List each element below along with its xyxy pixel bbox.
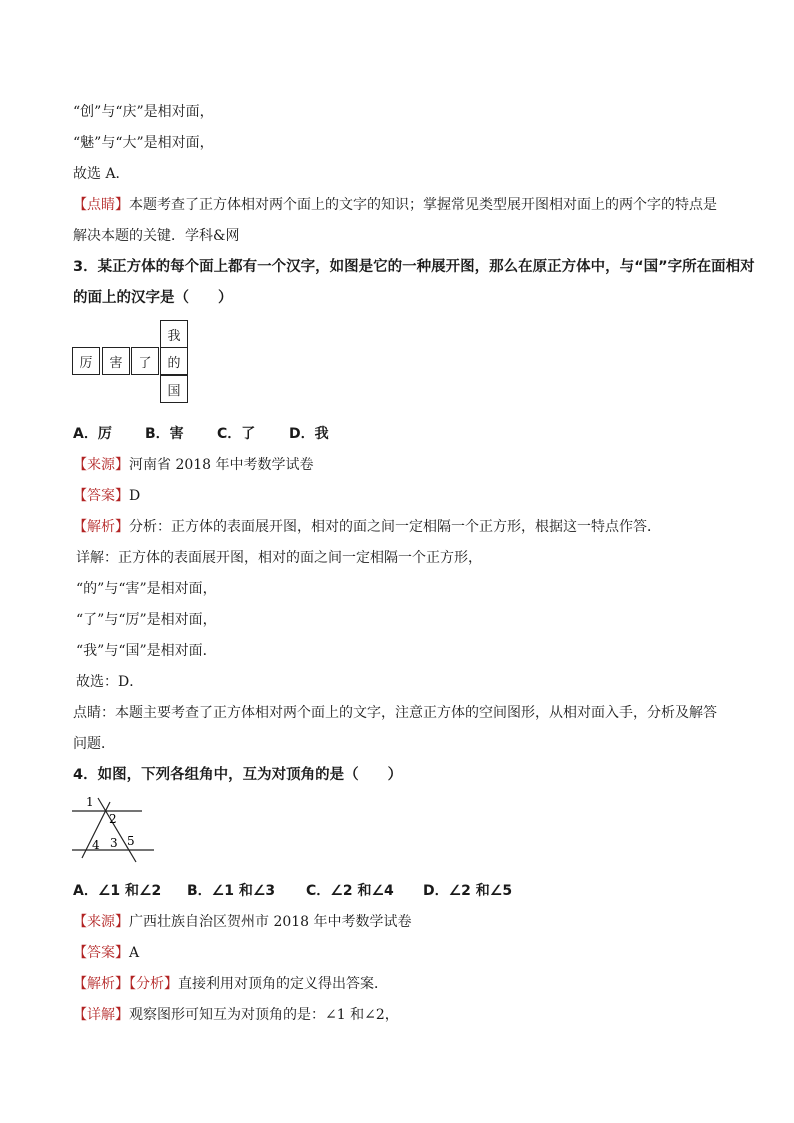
answer-text: A	[129, 945, 140, 961]
answer-tag: 【答案】	[73, 488, 129, 504]
note-line: 问题．	[73, 736, 115, 752]
source-line	[73, 456, 314, 474]
source-tag: 【来源】	[73, 457, 129, 473]
question-3-options	[73, 425, 329, 443]
net-cell-wo: 我	[160, 320, 188, 348]
option-b: B．∠1 和∠3	[187, 883, 276, 899]
angle-label-2: 2	[109, 812, 117, 826]
question-4-options	[73, 882, 512, 900]
analysis-tag: 【解析】	[73, 976, 129, 992]
transversal-right	[98, 798, 136, 862]
text-line: “魅”与“大”是相对面，	[73, 135, 214, 151]
text-line: 故选 A．	[73, 166, 130, 182]
dianjing-line	[73, 196, 717, 214]
detail-tag: 【详解】	[73, 1007, 129, 1023]
answer-tag: 【答案】	[73, 945, 129, 961]
source-tag: 【来源】	[73, 914, 129, 930]
question-3-title: 3．某正方体的每个面上都有一个汉字，如图是它的一种展开图，那么在原正方体中，与“国”字所在面相对	[73, 259, 755, 275]
net-cell-le: 了	[131, 347, 159, 375]
detail-line: “的”与“害”是相对面，	[76, 581, 217, 597]
answer-line	[73, 944, 139, 962]
option-d: D．我	[289, 426, 329, 442]
analysis-line	[73, 975, 388, 993]
detail-line: “我”与“国”是相对面．	[76, 643, 217, 659]
question-4-title: 4．如图，下列各组角中，互为对顶角的是（ ）	[73, 767, 403, 783]
detail-text: 观察图形可知互为对顶角的是：∠1 和∠2，	[129, 1007, 399, 1023]
source-text: 河南省 2018 年中考数学试卷	[129, 457, 314, 473]
net-cell-guo: 国	[160, 375, 188, 403]
answer-text: D	[129, 488, 141, 504]
detail-line	[73, 1006, 399, 1024]
net-cell-de: 的	[160, 347, 188, 375]
question-3-title-cont: 的面上的汉字是（ ）	[73, 290, 233, 306]
analysis-line	[73, 518, 661, 536]
option-a: A．∠1 和∠2	[73, 883, 162, 899]
source-text: 广西壮族自治区贺州市 2018 年中考数学试卷	[129, 914, 412, 930]
fenxi-text: 直接利用对顶角的定义得出答案．	[178, 976, 388, 992]
text-line: “创”与“庆”是相对面，	[73, 104, 214, 120]
dianjing-text: 本题考查了正方体相对两个面上的文字的知识；掌握常见类型展开图相对面上的两个字的特点是	[129, 197, 717, 213]
dianjing-tag: 【点睛】	[73, 197, 129, 213]
source-line	[73, 913, 412, 931]
option-a: A．厉	[73, 426, 112, 442]
net-cell-hai: 害	[102, 347, 130, 375]
angle-label-3: 3	[110, 836, 118, 850]
analysis-tag: 【解析】	[73, 519, 129, 535]
option-b: B．害	[145, 426, 184, 442]
detail-line: “了”与“厉”是相对面，	[76, 612, 217, 628]
text-line: 解决本题的关键．学科&网	[73, 228, 240, 244]
detail-line: 详解：正方体的表面展开图，相对的面之间一定相隔一个正方形，	[76, 550, 482, 566]
angle-label-1: 1	[86, 795, 94, 809]
angles-figure	[70, 792, 160, 864]
angle-label-5: 5	[127, 834, 135, 848]
choose-line: 故选：D．	[76, 674, 144, 690]
net-cell-li: 厉	[72, 347, 100, 375]
option-d: D．∠2 和∠5	[423, 883, 513, 899]
option-c: C．了	[217, 426, 256, 442]
fenxi-tag: 【分析】	[129, 976, 178, 992]
note-line: 点睛：本题主要考查了正方体相对两个面上的文字，注意正方体的空间图形，从相对面入手，分析及解答	[73, 705, 717, 721]
angle-label-4: 4	[92, 838, 100, 852]
option-c: C．∠2 和∠4	[306, 883, 394, 899]
answer-line	[73, 487, 140, 505]
analysis-text: 分析：正方体的表面展开图，相对的面之间一定相隔一个正方形，根据这一特点作答．	[129, 519, 661, 535]
